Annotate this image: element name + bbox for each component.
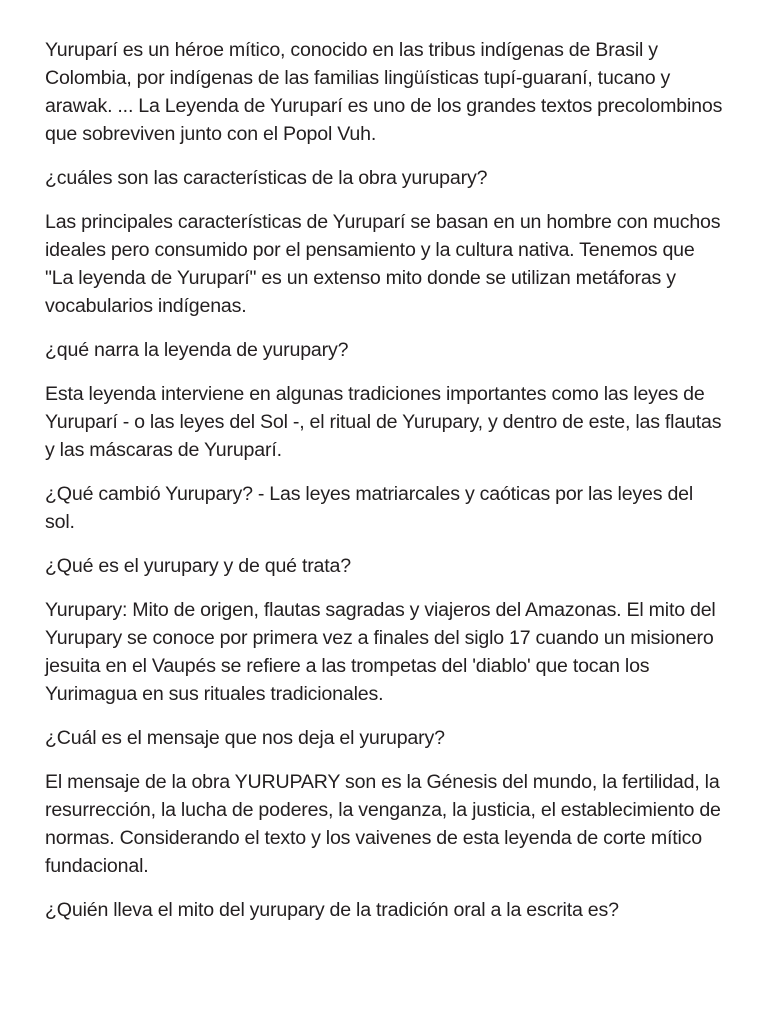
paragraph-question-tradicion-oral: ¿Quién lleva el mito del yurupary de la tradición oral a la escrita es?	[45, 899, 619, 921]
paragraph-question-que-es: ¿Qué es el yurupary y de qué trata?	[45, 555, 351, 577]
paragraph-question-narra: ¿qué narra la leyenda de yurupary?	[45, 339, 349, 361]
paragraph-question-mensaje: ¿Cuál es el mensaje que nos deja el yurupary?	[45, 727, 445, 749]
paragraph-question-caracteristicas: ¿cuáles son las características de la obra yurupary?	[45, 167, 488, 189]
paragraph-answer-que-es: Yurupary: Mito de origen, flautas sagradas y viajeros del Amazonas. El mito del Yurupary se conoce por primera vez a finales del siglo 17 cuando un misionero jesuita en el Vaupés se refiere a las trompetas del 'diablo' que tocan los Yurimagua en sus rituales tradicionales.	[45, 599, 716, 705]
document-text-body	[45, 36, 723, 924]
paragraph-question-cambio: ¿Qué cambió Yurupary? - Las leyes matriarcales y caóticas por las leyes del sol.	[45, 483, 694, 533]
paragraph-answer-mensaje: El mensaje de la obra YURUPARY son es la Génesis del mundo, la fertilidad, la resurrección, la lucha de poderes, la venganza, la justicia, el establecimiento de normas. Considerando el texto y los vaivenes de esta leyenda de corte mítico fundacional.	[45, 771, 721, 877]
paragraph-answer-narra: Esta leyenda interviene en algunas tradiciones importantes como las leyes de Yuruparí - o las leyes del Sol -, el ritual de Yurupary, y dentro de este, las flautas y las máscaras de Yuruparí.	[45, 383, 722, 461]
paragraph-answer-caracteristicas: Las principales características de Yuruparí se basan en un hombre con muchos ideales pero consumido por el pensamiento y la cultura nativa. Tenemos que "La leyenda de Yuruparí" es un extenso mito donde se utilizan metáforas y vocabularios indígenas.	[45, 211, 721, 317]
paragraph-intro-yurupari: Yuruparí es un héroe mítico, conocido en las tribus indígenas de Brasil y Colombia, por indígenas de las familias lingüísticas tupí-guaraní, tucano y arawak. ... La Leyenda de Yuruparí es uno de los grandes textos precolombinos que sobreviven junto con el Popol Vuh.	[45, 39, 723, 145]
